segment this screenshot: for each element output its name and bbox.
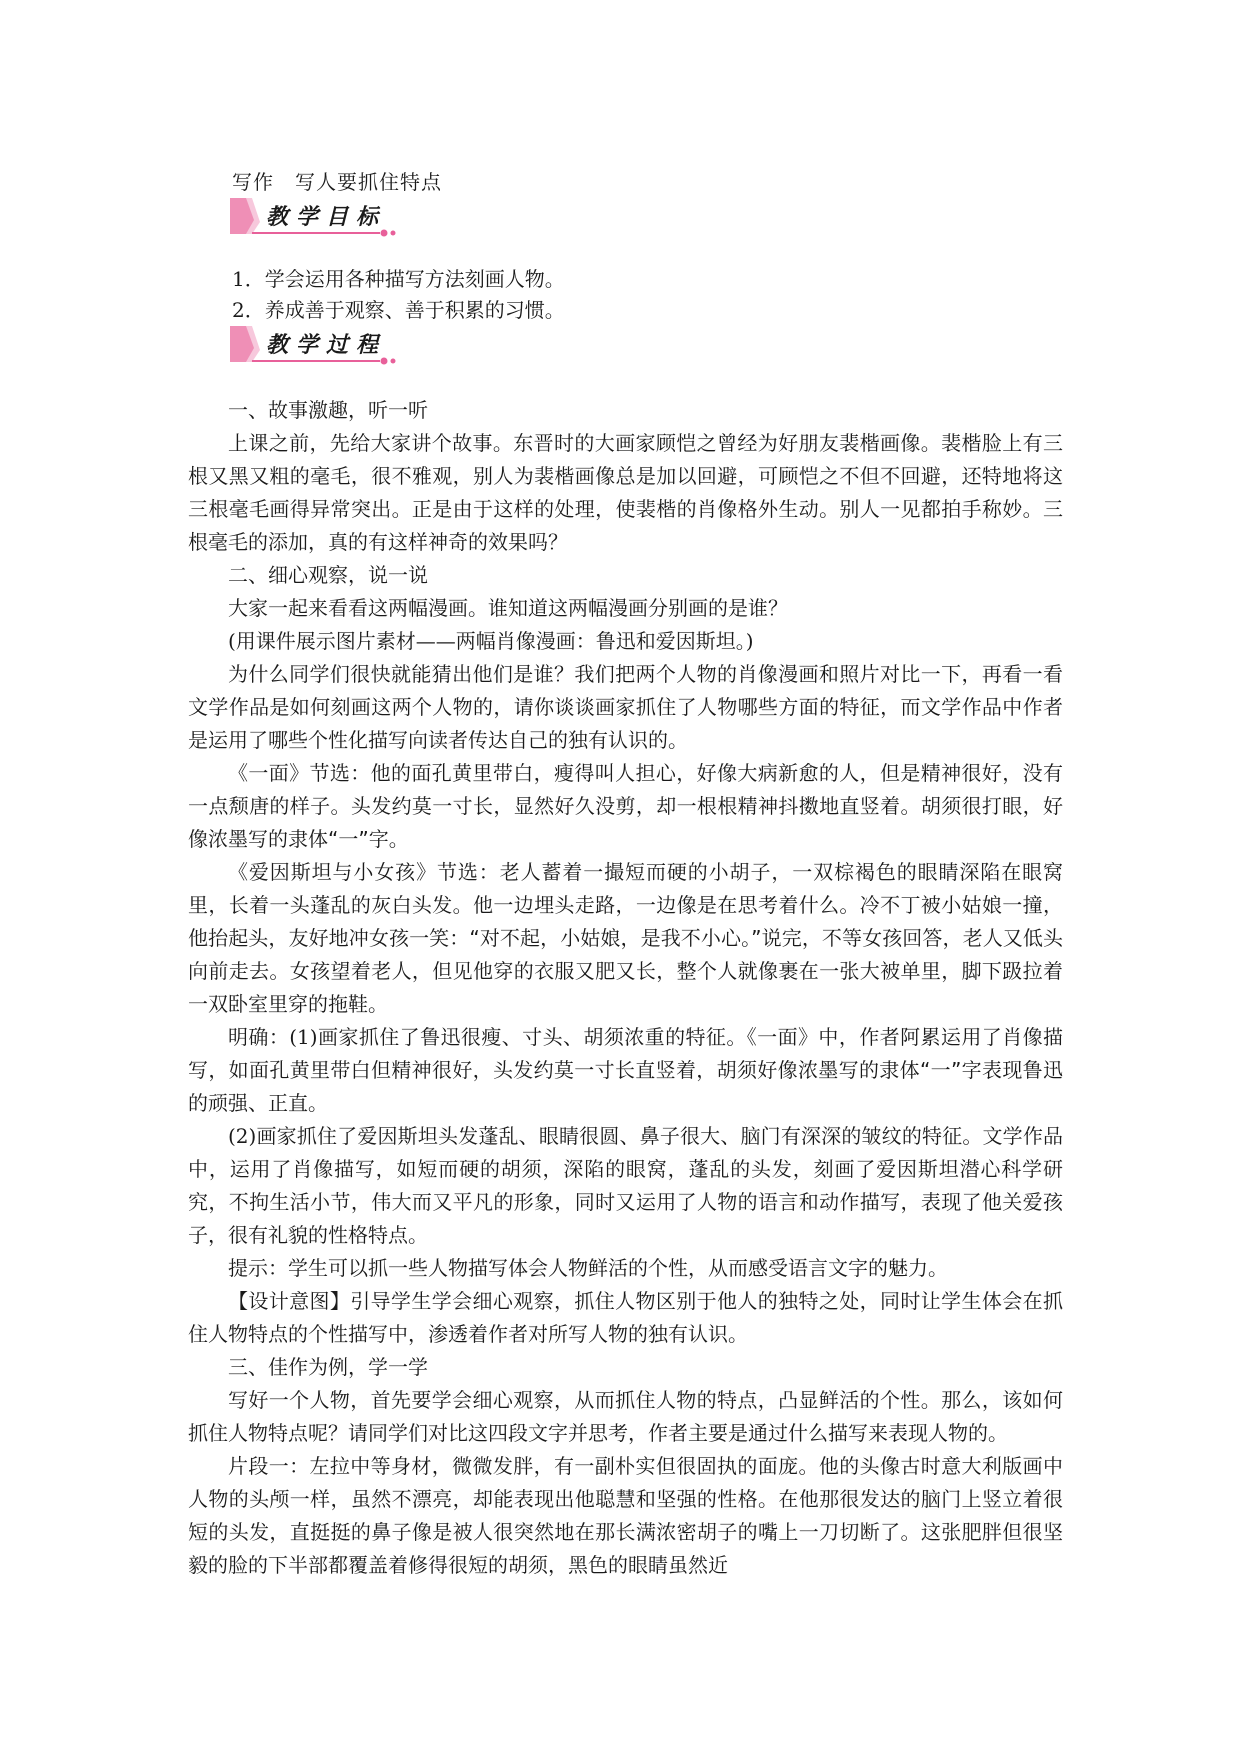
excerpt-label: 片段一： [228, 1454, 310, 1478]
paragraph: 大家一起来看看这两幅漫画。谁知道这两幅漫画分别画的是谁？ [228, 596, 788, 620]
goal-item: 1．学会运用各种描写方法刻画人物。 [232, 267, 565, 291]
paragraph: 上课之前，先给大家讲个故事。东晋时的大画家顾恺之曾经为好朋友裴楷画像。裴楷脸上有三根又黑又粗的毫毛，很不雅观，别人为裴楷画像总是加以回避，可顾恺之不但不回避，还特地将这三根毫毛画得异常突出。正是由于这样的处理，使裴楷的肖像格外生动。别人一见都拍手称妙。三根毫毛的添加，真的有这样神奇的效果吗？ [188, 431, 1063, 554]
step-heading: 三、佳作为例，学一学 [228, 1355, 428, 1379]
lesson-body [188, 394, 1063, 1582]
answer-label: (2) [228, 1124, 257, 1148]
tip-label: 提示： [228, 1256, 288, 1280]
answer-text: 画家抓住了鲁迅很瘦、寸头、胡须浓重的特征。《一面》中，作者阿累运用了肖像描写，如面孔黄里带白但精神很好，头发约莫一寸长直竖着，胡须好像浓墨写的隶体“一”字表现鲁迅的顽强、正直。 [188, 1025, 1064, 1115]
section-banner-process [230, 322, 410, 368]
design-intent-text: 【设计意图】引导学生学会细心观察，抓住人物区别于他人的独特之处，同时让学生体会在抓住人物特点的个性描写中，渗透着作者对所写人物的独有认识。 [188, 1289, 1063, 1346]
excerpt-label: 《爱因斯坦与小女孩》节选： [228, 860, 500, 884]
section-heading-goals: 教学目标 [266, 204, 387, 230]
answer-text: 画家抓住了爱因斯坦头发蓬乱、眼睛很圆、鼻子很大、脑门有深深的皱纹的特征。文学作品中，运用了肖像描写，如短而硬的胡须，深陷的眼窝，蓬乱的头发，刻画了爱因斯坦潜心科学研究，不拘生活小节，伟大而又平凡的形象，同时又运用了人物的语言和动作描写，表现了他关爱孩子，很有礼貌的性格特点。 [188, 1124, 1063, 1247]
document-title: 写作 写人要抓住特点 [232, 170, 442, 194]
paragraph: (用课件展示图片素材——两幅肖像漫画：鲁迅和爱因斯坦。) [228, 629, 754, 653]
answer-paragraph [188, 1021, 1063, 1120]
excerpt-paragraph [188, 856, 1063, 1021]
paragraph: 写好一个人物，首先要学会细心观察，从而抓住人物的特点，凸显鲜活的个性。那么，该如何抓住人物特点呢？请同学们对比这四段文字并思考，作者主要是通过什么描写来表现人物的。 [188, 1388, 1063, 1445]
design-intent-paragraph [188, 1285, 1063, 1351]
excerpt-label: 《一面》节选： [228, 761, 371, 785]
answer-paragraph [188, 1120, 1063, 1252]
section-heading-process: 教学过程 [266, 332, 387, 358]
answer-label: 明确：(1) [228, 1025, 318, 1049]
goals-list [232, 264, 565, 326]
goal-item: 2．养成善于观察、善于积累的习惯。 [232, 298, 565, 322]
paragraph: 为什么同学们很快就能猜出他们是谁？我们把两个人物的肖像漫画和照片对比一下，再看一看文学作品是如何刻画这两个人物的，请你谈谈画家抓住了人物哪些方面的特征，而文学作品中作者是运用了哪些个性化描写向读者传达自己的独有认识的。 [188, 662, 1063, 752]
section-banner-goals [230, 194, 410, 240]
excerpt-text: 左拉中等身材，微微发胖，有一副朴实但很固执的面庞。他的头像古时意大利版画中人物的头颅一样，虽然不漂亮，却能表现出他聪慧和坚强的性格。在他那很发达的脑门上竖立着很短的头发，直挺挺的鼻子像是被人很突然地在那长满浓密胡子的嘴上一刀切断了。这张肥胖但很坚毅的脸的下半部都覆盖着修得很短的胡须，黑色的眼睛虽然近 [188, 1454, 1063, 1577]
tip-text: 学生可以抓一些人物描写体会人物鲜活的个性，从而感受语言文字的魅力。 [288, 1256, 948, 1280]
excerpt-paragraph [188, 1450, 1063, 1582]
tip-paragraph [188, 1252, 1063, 1285]
excerpt-paragraph [188, 757, 1063, 856]
step-heading: 一、故事激趣，听一听 [228, 398, 428, 422]
excerpt-text: 老人蓄着一撮短而硬的小胡子，一双棕褐色的眼睛深陷在眼窝里，长着一头蓬乱的灰白头发。他一边埋头走路，一边像是在思考着什么。冷不丁被小姑娘一撞，他抬起头，友好地冲女孩一笑：“对不起，小姑娘，是我不小心。”说完，不等女孩回答，老人又低头向前走去。女孩望着老人，但见他穿的衣服又肥又长，整个人就像裹在一张大被单里，脚下趿拉着一双卧室里穿的拖鞋。 [188, 860, 1064, 1016]
excerpt-text: 他的面孔黄里带白，瘦得叫人担心，好像大病新愈的人，但是精神很好，没有一点颓唐的样子。头发约莫一寸长，显然好久没剪，却一根根精神抖擞地直竖着。胡须很打眼，好像浓墨写的隶体“一”字。 [188, 761, 1063, 851]
step-heading: 二、细心观察，说一说 [228, 563, 428, 587]
